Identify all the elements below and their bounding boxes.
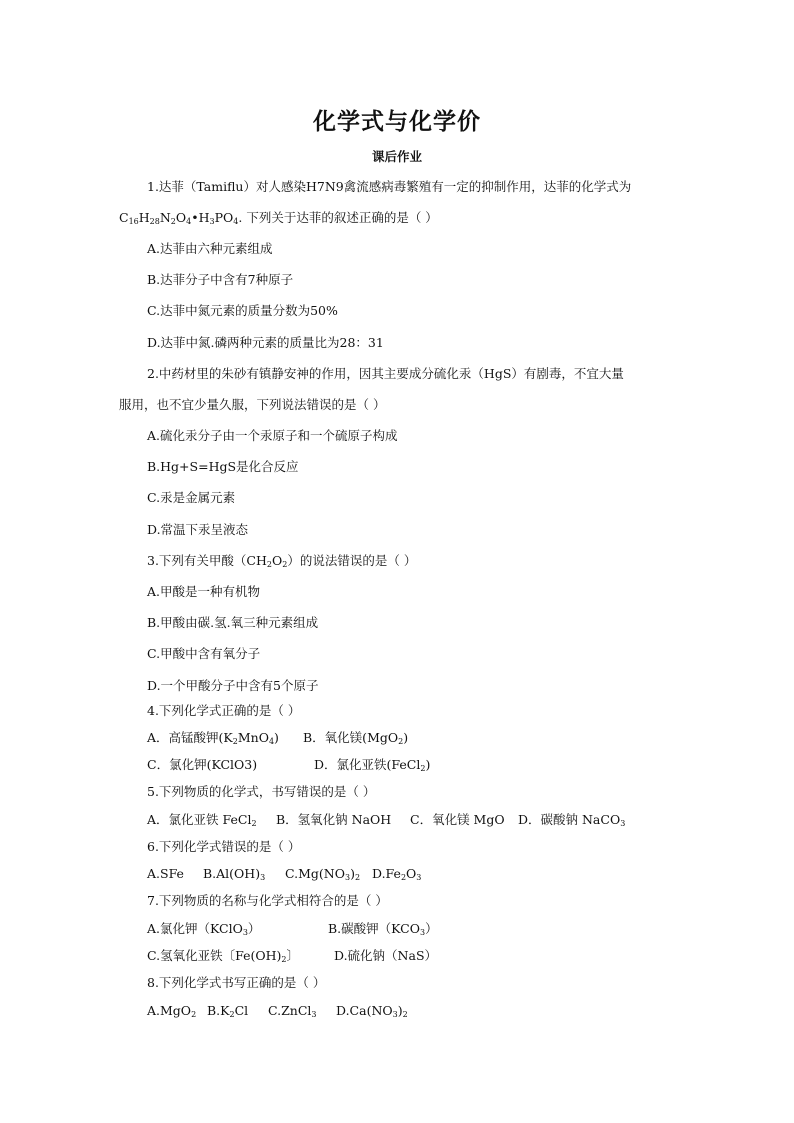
subscript: 3	[416, 873, 422, 882]
question-4-option-b	[303, 730, 408, 746]
question-8-stem: 8.下列化学式书写正确的是（ ）	[147, 975, 326, 990]
q4a-text: MnO	[237, 730, 269, 745]
q7c-text: C.氢氧化亚铁〔Fe(OH)	[147, 948, 282, 963]
question-3-option-d: D.一个甲酸分子中含有5个原子	[147, 678, 319, 693]
subscript: 2	[398, 737, 404, 746]
question-5-stem: 5.下列物质的化学式，书写错误的是（ ）	[147, 784, 376, 799]
q6c-text: C.Mg(NO	[285, 866, 345, 881]
question-6-option-a: A.SFe	[147, 866, 184, 881]
question-1-option-c: C.达菲中氮元素的质量分数为50%	[147, 303, 338, 318]
subscript: 3	[620, 819, 626, 828]
subscript: 4	[233, 217, 239, 226]
q6d-text: O	[406, 866, 417, 881]
subscript: 2	[400, 873, 407, 882]
question-5-option-b: B．氢氧化钠 NaOH	[276, 812, 392, 827]
subscript: 3	[392, 1010, 398, 1019]
q7b-text: B.碳酸钾（KCO	[328, 921, 420, 936]
question-2-stem-line1: 2.中药材里的朱砂有镇静安神的作用，因其主要成分硫化汞（HgS）有剧毒，不宜大量	[147, 366, 624, 381]
question-5-option-a	[147, 812, 257, 828]
question-1-option-a: A.达菲由六种元素组成	[147, 241, 273, 256]
page-title: 化学式与化学价	[313, 109, 481, 135]
question-3-stem	[147, 553, 416, 569]
q5d-text: D．碳酸钠 NaCO	[518, 812, 621, 827]
q5a-text: A．氯化亚铁 FeCl	[147, 812, 252, 827]
q8c-text: C.ZnCl	[268, 1003, 312, 1018]
formula-h: H	[138, 210, 150, 225]
question-2-option-b: B.Hg+S=HgS是化合反应	[147, 459, 299, 474]
subscript: 3	[311, 1010, 317, 1019]
q8b-text: B.K	[207, 1003, 230, 1018]
q4a-text: A．高锰酸钾(K	[147, 730, 233, 745]
subscript: 2	[266, 560, 272, 569]
question-5-option-d	[518, 812, 625, 828]
q8d-text: D.Ca(NO	[336, 1003, 393, 1018]
q7c-text: 〕	[286, 948, 299, 963]
subscript: 16	[128, 217, 139, 226]
question-7-stem: 7.下列物质的名称与化学式相符合的是（ ）	[147, 893, 388, 908]
subscript: 2	[420, 764, 426, 773]
subscript: 2	[402, 1010, 408, 1019]
question-2-option-c: C.汞是金属元素	[147, 490, 236, 505]
subscript: 2	[232, 737, 238, 746]
question-7-option-a	[147, 921, 260, 937]
formula-c: C	[119, 210, 129, 225]
question-8-option-c	[268, 1003, 316, 1019]
question-4-option-d	[314, 757, 430, 773]
q7a-text: A.氯化钾（KClO	[147, 921, 243, 936]
q6d-text: D.Fe	[372, 866, 401, 881]
question-7-option-b	[328, 921, 438, 937]
question-1-option-b: B.达菲分子中含有7种原子	[147, 272, 294, 287]
question-6-option-b	[203, 866, 265, 882]
question-8-option-d	[336, 1003, 408, 1019]
question-3-option-c: C.甲酸中含有氧分子	[147, 646, 261, 661]
page-subtitle: 课后作业	[371, 149, 422, 164]
subscript: 2	[282, 560, 288, 569]
question-2-stem-line2: 服用，也不宜少量久服，下列说法错误的是（ ）	[119, 397, 386, 412]
subscript: 2	[229, 1010, 235, 1019]
q4d-text: D．氯化亚铁(FeCl	[314, 757, 421, 772]
subscript: 2	[281, 955, 287, 964]
question-1-stem-rest: . 下列关于达菲的叙述正确的是（ ）	[238, 210, 438, 225]
formula-o: O	[175, 210, 187, 225]
subscript: 3	[344, 873, 351, 882]
question-3-option-a: A.甲酸是一种有机物	[147, 584, 261, 599]
question-6-stem: 6.下列化学式错误的是（ ）	[147, 839, 301, 854]
subscript: 3	[242, 928, 248, 937]
formula-po: PO	[214, 210, 234, 225]
question-6-option-d	[372, 866, 421, 882]
subscript: 3	[209, 217, 215, 226]
question-1-option-d: D.达菲中氮.磷两种元素的质量比为28：31	[147, 335, 384, 350]
subscript: 2	[170, 217, 176, 226]
question-4-option-c: C．氯化钾(KClO3)	[147, 757, 258, 772]
formula-dot: •	[191, 210, 199, 225]
question-1-stem-line1: 1.达菲（Tamiflu）对人感染H7N9禽流感病毒繁殖有一定的抑制作用，达菲的化学式为	[147, 179, 632, 194]
q7a-text: ）	[247, 921, 261, 936]
q3-stem-pre: 3.下列有关甲酸（CH	[147, 553, 267, 568]
q6b-text: B.Al(OH)	[203, 866, 261, 881]
q4b-text: )	[403, 730, 409, 745]
question-2-option-d: D.常温下汞呈液态	[147, 522, 249, 537]
question-2-option-a: A.硫化汞分子由一个汞原子和一个硫原子构成	[147, 428, 398, 443]
q4d-text: )	[425, 757, 431, 772]
q8b-text: Cl	[234, 1003, 249, 1018]
question-8-option-a	[147, 1003, 196, 1019]
q3-stem-post: ）的说法错误的是（ ）	[287, 553, 417, 568]
question-6-option-c	[285, 866, 360, 882]
question-7-option-c	[147, 948, 299, 964]
question-4-stem: 4.下列化学式正确的是（ ）	[147, 703, 301, 718]
question-7-option-d: D.硫化钠（NaS）	[334, 948, 438, 963]
subscript: 3	[419, 928, 426, 937]
q3-stem-mid: O	[272, 553, 283, 568]
subscript: 28	[149, 217, 160, 226]
formula-h: H	[198, 210, 210, 225]
question-5-option-c: C．氧化镁 MgO	[410, 812, 505, 827]
question-1-stem-line2	[119, 210, 438, 226]
subscript: 2	[251, 819, 257, 828]
subscript: 3	[260, 873, 266, 882]
subscript: 2	[191, 1010, 197, 1019]
q8d-text: )	[397, 1003, 403, 1018]
question-8-option-b	[207, 1003, 248, 1019]
q4a-text: )	[274, 730, 279, 745]
question-3-option-b: B.甲酸由碳.氢.氧三种元素组成	[147, 615, 319, 630]
formula-n: N	[159, 210, 171, 225]
subscript: 2	[354, 873, 361, 882]
q8a-text: A.MgO	[147, 1003, 192, 1018]
q6c-text: )	[350, 866, 355, 881]
subscript: 4	[268, 737, 275, 746]
subscript: 4	[186, 217, 192, 226]
q4b-text: B．氧化镁(MgO	[303, 730, 399, 745]
question-4-option-a	[147, 730, 279, 746]
q7b-text: ）	[425, 921, 438, 936]
